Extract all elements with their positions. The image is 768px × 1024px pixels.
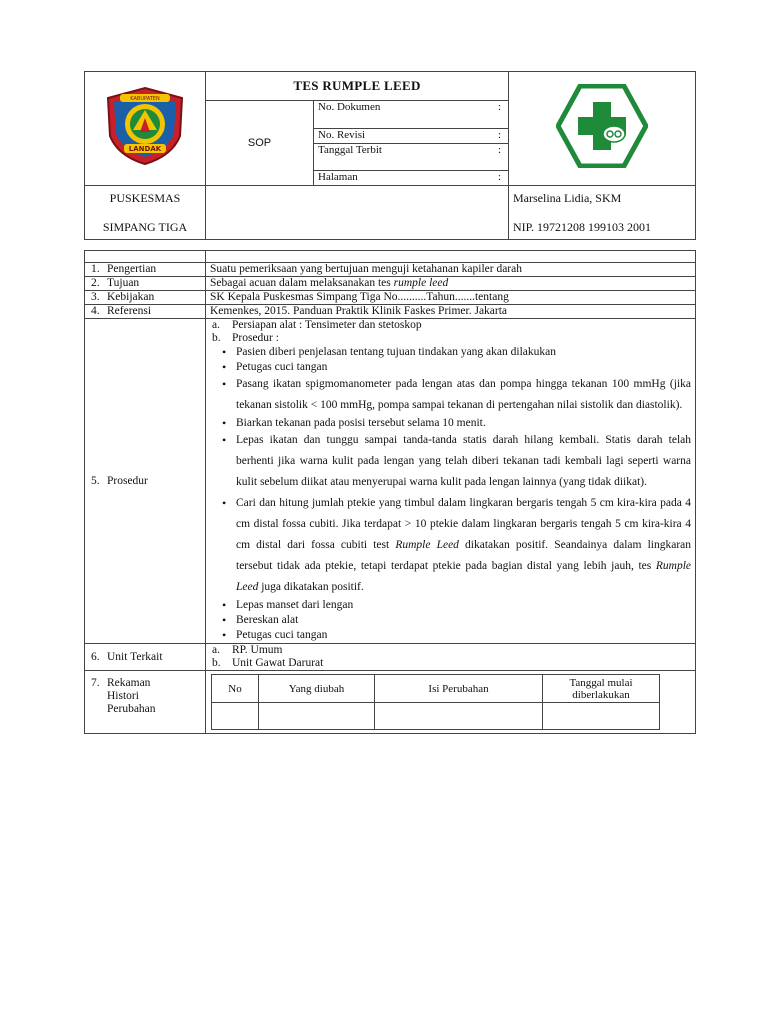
label-pengertian: Pengertian <box>107 263 157 275</box>
table-row <box>212 703 660 730</box>
document-meta-cell <box>314 101 509 186</box>
row-prosedur: 5. Prosedur a. Persiapan alat : Tensimeter dan stetoskop b. Prosedur : • Pasien diberi penjelasan tentang tujuan tindakan yang akan dilakukan • Petugas cuci tangan • Pasang ikatan spigmomanometer pada lengan atas dan pompa hingga tekanan 100 mmHg (jika tekanan sistolik < 100 mmHg, pompa sampai tekanan di pertengahan nilai sistolik dan diastolik). • Biarkan tekanan pada posisi tersebut selama 10 menit. • Lepas ikatan dan tunggu sampai tanda-tanda statis darah hilang kembali. Statis darah telah berhenti jika warna kulit pada lengan yang telah diberi tekanan tadi kembali lagi seperti warna kulit sebelum diikat atau menyerupai warna kulit pada lengan lainnya (yang tidak diikat). • Cari dan hitung jumlah ptekie yang timbul dalam lingkaran bergaris tengah 5 cm kira-kira pada 4 cm distal fossa cubiti. Jika terdapat > 10 ptekie dalam lingkaran bergaris tengah 5 cm kira-kira 4 cm distal dari fossa cubiti test Rumple Leed dikatakan positif. Seandainya dalam lingkaran tersebut tidak ada ptekie, tetapi terdapat ptekie pada bagian distal yang lebih jauh, tes Rumple Leed juga dikatakan positif. • Lepas manset dari lengan • Bereskan alat • Petugas cuci tangan <box>85 319 696 644</box>
label-prosedur: Prosedur <box>107 474 148 487</box>
sop-label: SOP <box>206 101 314 186</box>
text-unit-terkait <box>206 644 696 671</box>
label-rekaman: Rekaman <box>107 677 151 689</box>
list-item: b. Unit Gawat Darurat <box>212 657 324 669</box>
organization-cell <box>85 186 206 240</box>
rekaman-histori-cell <box>206 671 696 734</box>
text-prosedur <box>206 319 696 644</box>
label-kebijakan: Kebijakan <box>107 291 155 303</box>
label-unit-terkait: Unit Terkait <box>107 650 163 663</box>
document-meta: No. Dokumen : No. Revisi : Tanggal Terbit : Halaman : <box>314 101 508 185</box>
meta-tanggal-terbit: Tanggal Terbit <box>314 143 498 170</box>
sop-body <box>84 250 696 734</box>
col-isi-perubahan: Isi Perubahan <box>375 675 543 703</box>
document-title: TES RUMPLE LEED <box>206 72 509 101</box>
puskesmas-logo-cell <box>509 72 696 186</box>
meta-no-dokumen: No. Dokumen <box>314 101 498 128</box>
change-history-table <box>211 674 660 730</box>
text-pengertian: Suatu pemeriksaan yang bertujuan menguji ketahanan kapiler darah <box>206 263 696 277</box>
list-item: • Lepas manset dari lengan <box>236 598 691 613</box>
prosedur-item-a: a. Persiapan alat : Tensimeter dan stetoskop <box>212 319 422 331</box>
list-item: • Pasang ikatan spigmomanometer pada lengan atas dan pompa hingga tekanan 100 mmHg (jika tekanan sistolik < 100 mmHg, pompa sampai tekanan di pertengahan nilai sistolik dan diastolik). <box>236 374 691 416</box>
row-kebijakan: 3. Kebijakan SK Kepala Puskesmas Simpang Tiga No..........Tahun.......tentang <box>85 291 696 305</box>
text-tujuan: Sebagai acuan dalam melaksanakan tes rumple leed <box>206 277 696 291</box>
list-item: • Pasien diberi penjelasan tentang tujuan tindakan yang akan dilakukan <box>236 345 691 360</box>
col-tanggal: Tanggal mulai diberlakukan <box>543 675 660 703</box>
list-item: a. RP. Umum <box>212 644 283 656</box>
sop-header <box>84 71 696 240</box>
row-referensi: 4. Referensi Kemenkes, 2015. Panduan Praktik Klinik Faskes Primer. Jakarta <box>85 305 696 319</box>
col-yang-diubah: Yang diubah <box>259 675 375 703</box>
district-logo-cell <box>85 72 206 186</box>
prosedur-steps <box>210 345 691 643</box>
list-item: • Petugas cuci tangan <box>236 628 691 643</box>
label-referensi: Referensi <box>107 305 152 317</box>
text-referensi: Kemenkes, 2015. Panduan Praktik Klinik Faskes Primer. Jakarta <box>206 305 696 319</box>
meta-halaman: Halaman <box>318 170 358 183</box>
prosedur-item-b: b. Prosedur : <box>212 332 279 344</box>
list-item: • Petugas cuci tangan <box>236 360 691 374</box>
signatory-nip: NIP. 19721208 199103 2001 <box>513 219 652 234</box>
row-unit-terkait: 6. Unit Terkait a. RP. Umum b. Unit Gawat Darurat <box>85 644 696 671</box>
signatory-cell <box>509 186 696 240</box>
meta-no-revisi: No. Revisi <box>314 128 498 143</box>
logo-top-text: KABUPATEN <box>130 96 160 102</box>
signatory-name: Marselina Lidia, SKM <box>513 190 622 205</box>
organization-location: SIMPANG TIGA <box>102 219 188 234</box>
logo-bottom-text: LANDAK <box>128 145 162 153</box>
puskesmas-logo-icon <box>556 84 648 168</box>
row-tujuan: 2. Tujuan Sebagai acuan dalam melaksanakan tes rumple leed <box>85 277 696 291</box>
text-kebijakan: SK Kepala Puskesmas Simpang Tiga No..........Tahun.......tentang <box>206 291 696 305</box>
label-tujuan: Tujuan <box>107 277 140 289</box>
row-pengertian: 1. Pengertian Suatu pemeriksaan yang bertujuan menguji ketahanan kapiler darah <box>85 263 696 277</box>
list-item: • Bereskan alat <box>236 613 691 628</box>
col-no: No <box>212 675 259 703</box>
list-item: • Cari dan hitung jumlah ptekie yang timbul dalam lingkaran bergaris tengah 5 cm kira-kira pada 4 cm distal fossa cubiti. Jika terdapat > 10 ptekie dalam lingkaran bergaris tengah 5 cm kira-kira 4 cm distal dari fossa cubiti test Rumple Leed dikatakan positif. Seandainya dalam lingkaran tersebut tidak ada ptekie, tetapi terdapat ptekie pada bagian distal yang lebih jauh, tes Rumple Leed juga dikatakan positif. <box>236 493 691 598</box>
landak-district-logo-icon <box>100 84 190 168</box>
organization-name: PUSKESMAS <box>109 190 181 205</box>
list-item: • Lepas ikatan dan tunggu sampai tanda-tanda statis darah hilang kembali. Statis darah telah berhenti jika warna kulit pada lengan yang telah diberi tekanan tadi kembali lagi seperti warna kulit sebelum diikat atau menyerupai warna kulit pada lengan lainnya (yang tidak diikat). <box>236 430 691 493</box>
row-rekaman-histori: 7. Rekaman Histori Perubahan No Yang diubah Isi Perubahan Tanggal mulai diberlakukan <box>85 671 696 734</box>
sop-document <box>84 71 695 734</box>
list-item: • Biarkan tekanan pada posisi tersebut selama 10 menit. <box>236 416 691 430</box>
blank-info-cell <box>206 186 509 240</box>
